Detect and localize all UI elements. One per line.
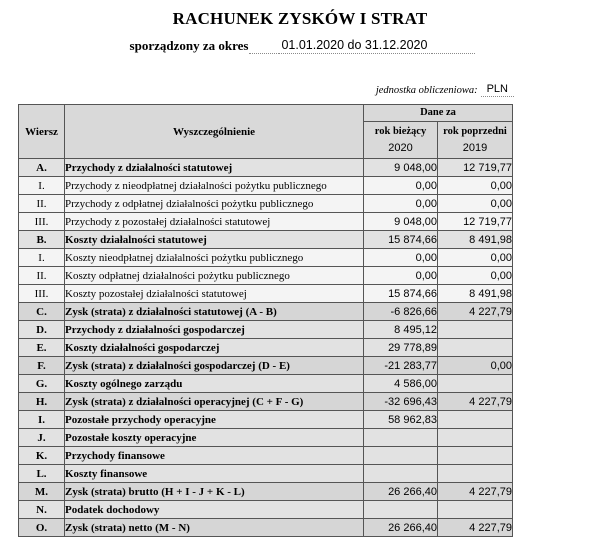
profit-loss-table — [18, 104, 513, 537]
table-row — [19, 267, 513, 285]
current-year-number: 2020 — [388, 142, 413, 154]
table-row — [19, 321, 513, 339]
table-row — [19, 159, 513, 177]
previous-year-number: 2019 — [462, 142, 488, 154]
row-current-year-value: 8 495,12 — [364, 321, 438, 339]
profit-loss-table-wrapper — [18, 104, 512, 537]
row-description: Zysk (strata) z działalności statutowej (A - B) — [65, 303, 364, 321]
row-code: III. — [19, 213, 65, 231]
current-year-label: rok bieżący — [374, 126, 427, 137]
row-previous-year-value: 0,00 — [438, 357, 513, 375]
dotted-leader-right — [431, 40, 475, 54]
row-description: Pozostałe przychody operacyjne — [65, 411, 364, 429]
table-row — [19, 177, 513, 195]
row-previous-year-value: 4 227,79 — [438, 519, 513, 537]
row-description: Przychody z pozostałej działalności statutowej — [65, 213, 364, 231]
table-row — [19, 501, 513, 519]
page-title: RACHUNEK ZYSKÓW I STRAT — [172, 9, 428, 28]
row-previous-year-value: 0,00 — [438, 249, 513, 267]
row-previous-year-value: 0,00 — [438, 267, 513, 285]
table-row — [19, 375, 513, 393]
row-previous-year-value: 8 491,98 — [438, 231, 513, 249]
row-code: I. — [19, 177, 65, 195]
table-row — [19, 285, 513, 303]
row-previous-year-value: 8 491,98 — [438, 285, 513, 303]
row-code: II. — [19, 195, 65, 213]
row-code: I. — [19, 249, 65, 267]
row-description: Przychody z działalności statutowej — [65, 159, 364, 177]
row-current-year-value: -21 283,77 — [364, 357, 438, 375]
row-code: O. — [19, 519, 65, 537]
table-row — [19, 357, 513, 375]
row-description: Zysk (strata) netto (M - N) — [65, 519, 364, 537]
table-row — [19, 411, 513, 429]
row-code: L. — [19, 465, 65, 483]
row-current-year-value: 26 266,40 — [364, 519, 438, 537]
dotted-leader-left — [249, 40, 277, 54]
row-code: D. — [19, 321, 65, 339]
column-header-row-number: Wiersz — [19, 105, 65, 159]
row-code: B. — [19, 231, 65, 249]
row-code: E. — [19, 339, 65, 357]
column-header-previous-year — [438, 122, 513, 159]
row-code: A. — [19, 159, 65, 177]
row-description: Koszty finansowe — [65, 465, 364, 483]
row-code: J. — [19, 429, 65, 447]
row-description: Koszty nieodpłatnej działalności pożytku publicznego — [65, 249, 364, 267]
period-label: sporządzony za okres — [129, 38, 249, 53]
row-previous-year-value: 12 719,77 — [438, 159, 513, 177]
row-description: Przychody finansowe — [65, 447, 364, 465]
row-code: II. — [19, 267, 65, 285]
table-row — [19, 465, 513, 483]
row-description: Koszty działalności statutowej — [65, 231, 364, 249]
row-current-year-value — [364, 429, 438, 447]
table-row — [19, 339, 513, 357]
row-description: Pozostałe koszty operacyjne — [65, 429, 364, 447]
row-code: N. — [19, 501, 65, 519]
row-current-year-value: 26 266,40 — [364, 483, 438, 501]
table-row — [19, 519, 513, 537]
row-previous-year-value: 4 227,79 — [438, 393, 513, 411]
table-row — [19, 249, 513, 267]
row-previous-year-value — [438, 375, 513, 393]
table-row — [19, 303, 513, 321]
previous-year-label: rok poprzedni — [443, 126, 507, 137]
row-previous-year-value — [438, 429, 513, 447]
row-current-year-value: 15 874,66 — [364, 231, 438, 249]
row-current-year-value — [364, 447, 438, 465]
unit-label: jednostka obliczeniowa: — [375, 85, 478, 96]
row-description: Przychody z działalności gospodarczej — [65, 321, 364, 339]
table-row — [19, 393, 513, 411]
row-code: C. — [19, 303, 65, 321]
row-previous-year-value — [438, 411, 513, 429]
row-previous-year-value — [438, 321, 513, 339]
row-code: H. — [19, 393, 65, 411]
table-header — [19, 105, 513, 159]
row-previous-year-value — [438, 465, 513, 483]
unit-value: PLN — [481, 83, 514, 97]
row-previous-year-value: 0,00 — [438, 177, 513, 195]
row-previous-year-value: 4 227,79 — [438, 303, 513, 321]
row-description: Przychody z odpłatnej działalności pożytku publicznego — [65, 195, 364, 213]
row-description: Koszty pozostałej działalności statutowej — [65, 285, 364, 303]
table-body — [19, 159, 513, 537]
row-description: Przychody z nieodpłatnej działalności pożytku publicznego — [65, 177, 364, 195]
row-description: Koszty ogólnego zarządu — [65, 375, 364, 393]
row-code: III. — [19, 285, 65, 303]
row-previous-year-value: 0,00 — [438, 195, 513, 213]
row-current-year-value: 15 874,66 — [364, 285, 438, 303]
column-header-data-group: Dane za — [364, 105, 513, 122]
row-current-year-value: 0,00 — [364, 249, 438, 267]
unit-line — [376, 83, 514, 97]
row-current-year-value: 0,00 — [364, 177, 438, 195]
row-previous-year-value: 12 719,77 — [438, 213, 513, 231]
row-current-year-value: 0,00 — [364, 195, 438, 213]
table-row — [19, 231, 513, 249]
row-description: Zysk (strata) z działalności operacyjnej (C + F - G) — [65, 393, 364, 411]
row-description: Koszty odpłatnej działalności pożytku publicznego — [65, 267, 364, 285]
table-row — [19, 429, 513, 447]
row-description: Podatek dochodowy — [65, 501, 364, 519]
row-code: G. — [19, 375, 65, 393]
row-current-year-value: -32 696,43 — [364, 393, 438, 411]
row-current-year-value: 9 048,00 — [364, 213, 438, 231]
table-row — [19, 447, 513, 465]
row-previous-year-value — [438, 339, 513, 357]
row-description: Zysk (strata) brutto (H + I - J + K - L) — [65, 483, 364, 501]
row-previous-year-value — [438, 501, 513, 519]
row-code: K. — [19, 447, 65, 465]
period-line — [0, 38, 600, 54]
period-value: 01.01.2020 do 31.12.2020 — [278, 38, 430, 54]
table-row — [19, 483, 513, 501]
column-header-description: Wyszczególnienie — [65, 105, 364, 159]
table-row — [19, 195, 513, 213]
row-description: Koszty działalności gospodarczej — [65, 339, 364, 357]
row-code: I. — [19, 411, 65, 429]
row-current-year-value: -6 826,66 — [364, 303, 438, 321]
row-code: M. — [19, 483, 65, 501]
row-current-year-value — [364, 465, 438, 483]
row-code: F. — [19, 357, 65, 375]
table-row — [19, 213, 513, 231]
row-previous-year-value: 4 227,79 — [438, 483, 513, 501]
row-current-year-value — [364, 501, 438, 519]
row-previous-year-value — [438, 447, 513, 465]
row-current-year-value: 29 778,89 — [364, 339, 438, 357]
row-current-year-value: 9 048,00 — [364, 159, 438, 177]
row-current-year-value: 58 962,83 — [364, 411, 438, 429]
row-current-year-value: 0,00 — [364, 267, 438, 285]
row-description: Zysk (strata) z działalności gospodarczej (D - E) — [65, 357, 364, 375]
column-header-current-year — [364, 122, 438, 159]
row-current-year-value: 4 586,00 — [364, 375, 438, 393]
